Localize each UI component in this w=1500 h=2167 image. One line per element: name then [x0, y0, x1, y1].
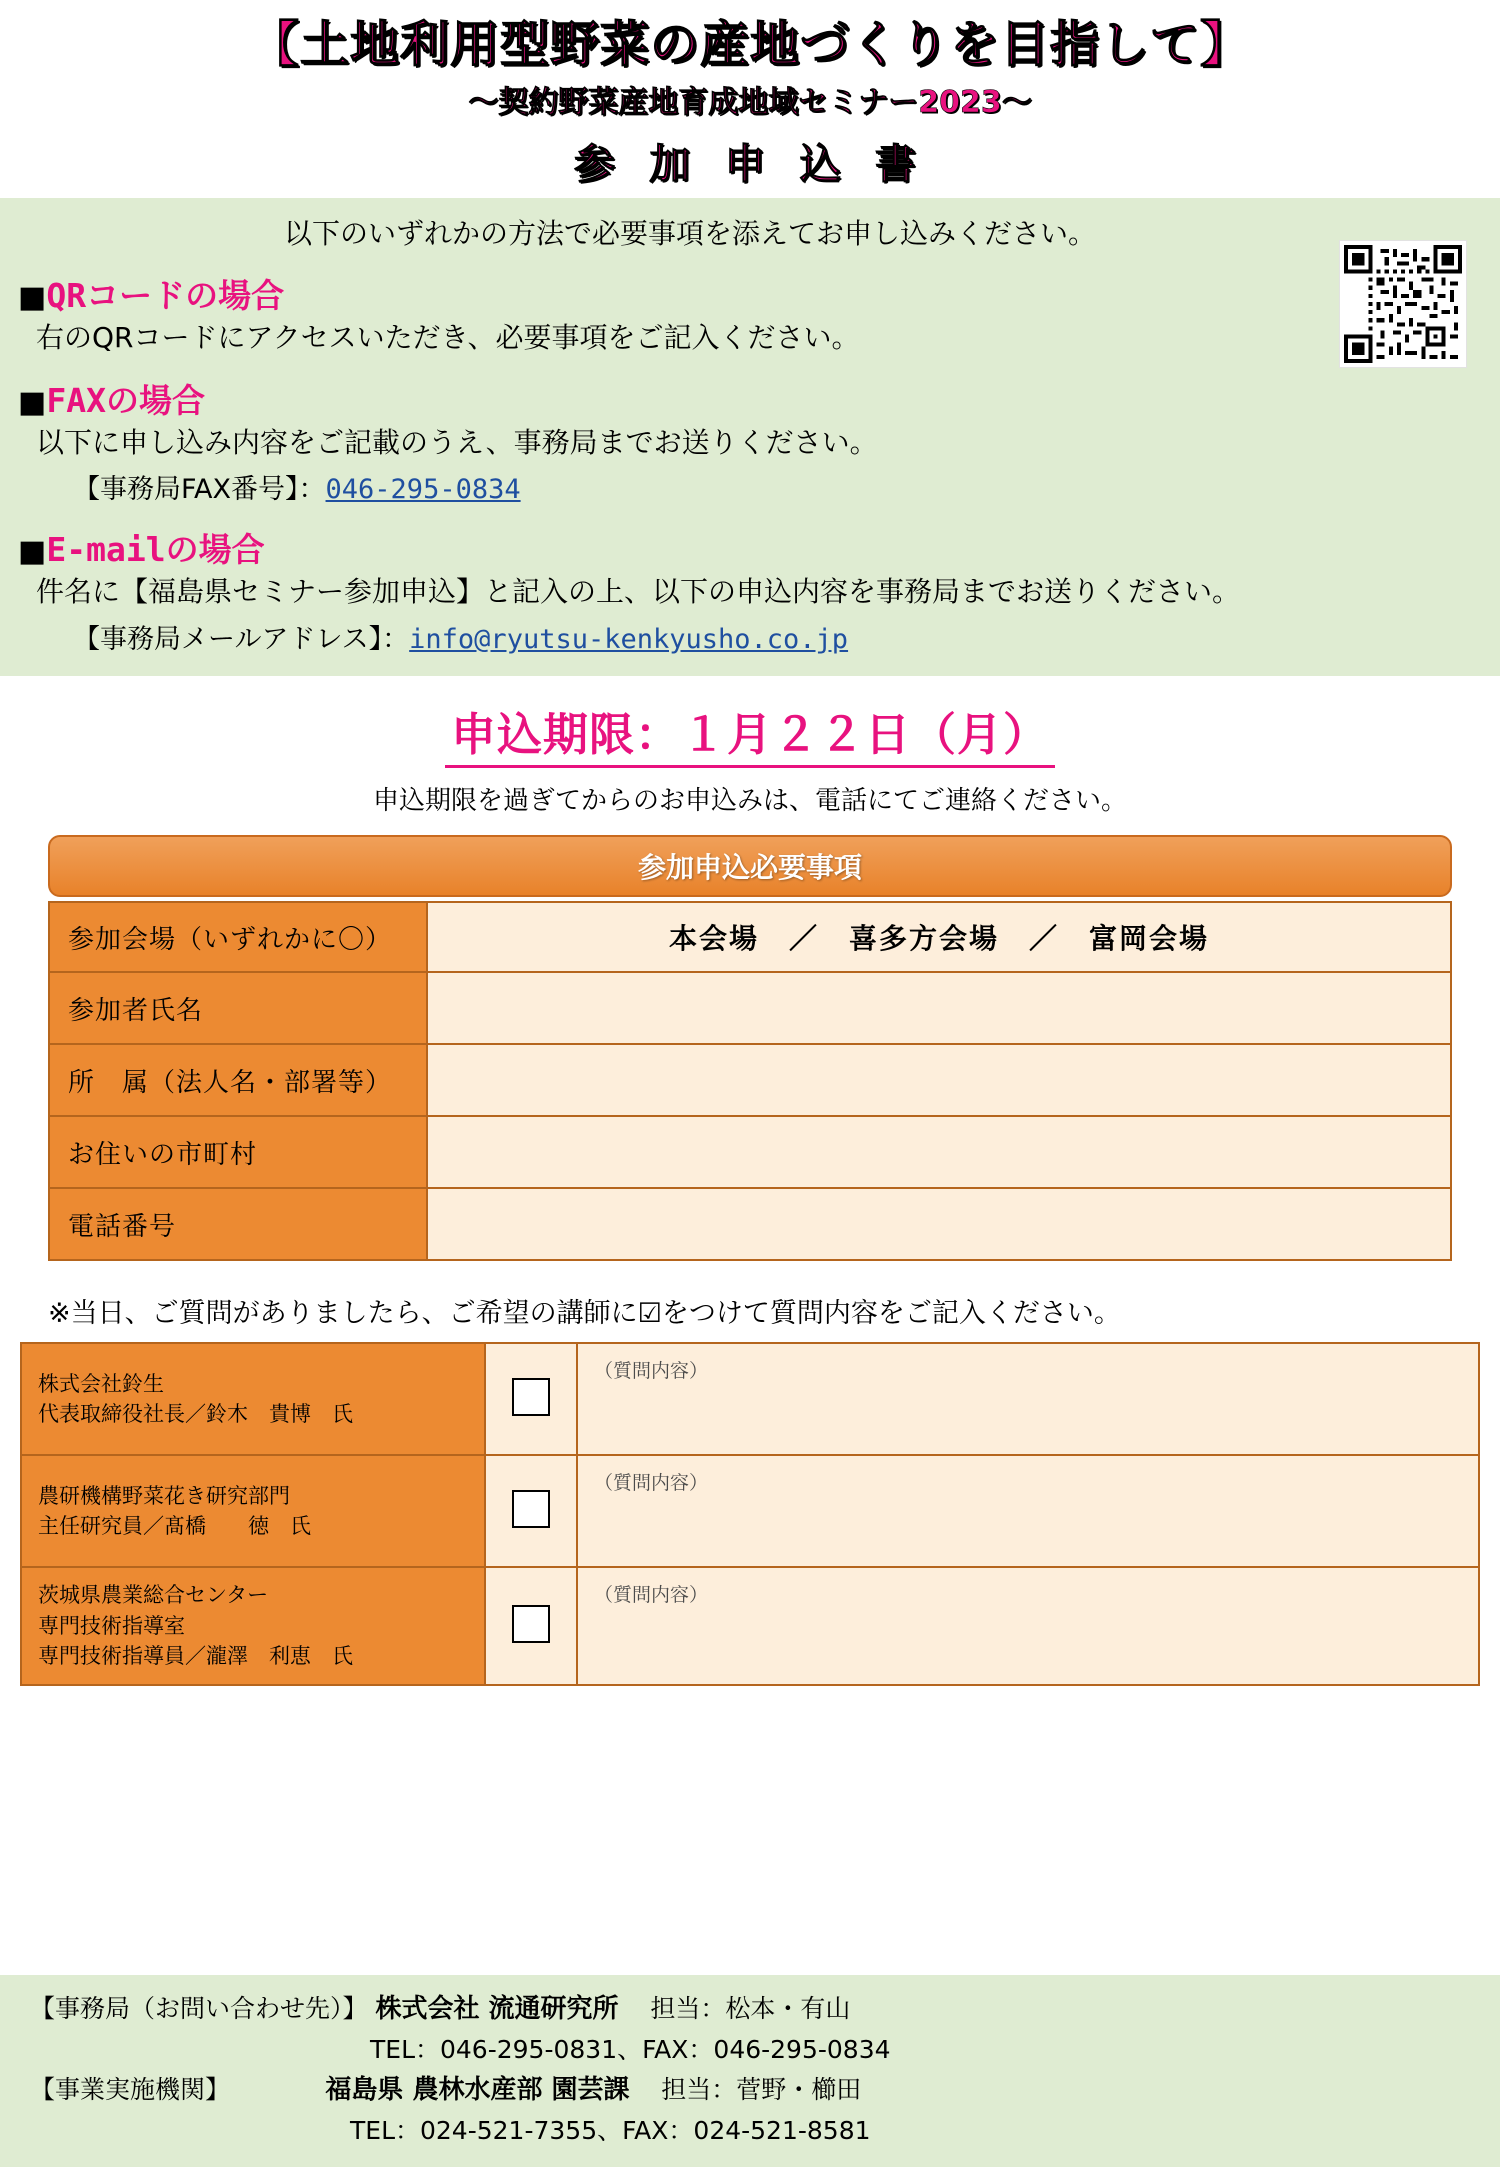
table-row	[49, 972, 1451, 1044]
speaker-3-name	[21, 1567, 485, 1684]
table-row	[49, 1044, 1451, 1116]
method-qr-heading-text: QRコードの場合	[46, 275, 285, 315]
speaker-3-person: 専門技術指導員／瀧澤 利恵 氏	[38, 1644, 353, 1669]
checkbox-icon[interactable]	[512, 1490, 550, 1528]
table-row	[49, 1116, 1451, 1188]
footer-agency-label: 【事業実施機関】	[30, 2074, 231, 2104]
fax-number-label: 【事務局FAX番号】：	[73, 474, 326, 506]
table-row	[21, 1567, 1479, 1684]
footer-office-row	[30, 1989, 1470, 2029]
table-row	[21, 1343, 1479, 1455]
speaker-1-org: 株式会社鈴生	[38, 1371, 164, 1396]
speaker-2-checkbox-cell[interactable]	[485, 1455, 577, 1567]
method-qr	[0, 270, 1500, 357]
speaker-3-dept: 専門技術指導室	[38, 1613, 185, 1638]
footer-agency-contact: TEL：024-521-7355、FAX：024-521-8581	[350, 2116, 871, 2146]
footer-office-label: 【事務局（お問い合わせ先）】	[30, 1993, 368, 2023]
question-table	[20, 1342, 1480, 1685]
method-fax-heading-text: FAXの場合	[46, 380, 205, 420]
document-footer	[0, 1975, 1500, 2167]
question-section	[0, 1342, 1500, 1685]
page-subtitle: ～契約野菜産地育成地域セミナー2023～	[468, 84, 1032, 120]
footer-agency-name: 福島県 農林水産部 園芸課	[325, 2074, 630, 2105]
row-value-municipality[interactable]	[427, 1116, 1451, 1188]
speaker-1-person: 代表取締役社長／鈴木 貴博 氏	[38, 1402, 353, 1427]
table-row	[49, 1188, 1451, 1260]
required-table-header: 参加申込必要事項	[48, 835, 1452, 897]
bullet-square-icon: ■	[18, 384, 47, 420]
row-value-phone[interactable]	[427, 1188, 1451, 1260]
qr-code-icon[interactable]	[1339, 240, 1467, 368]
row-label-municipality: お住いの市町村	[49, 1116, 427, 1188]
deadline-section	[0, 676, 1500, 768]
method-email	[0, 524, 1500, 656]
row-label-name: 参加者氏名	[49, 972, 427, 1044]
application-methods-panel	[0, 198, 1500, 676]
method-fax-heading	[18, 375, 1474, 422]
method-fax-text: 以下に申し込み内容をご記載のうえ、事務局までお送りください。	[36, 425, 878, 459]
row-label-venue: 参加会場（いずれかに〇）	[49, 902, 427, 972]
checkbox-icon[interactable]	[512, 1378, 550, 1416]
footer-office-contact: TEL：046-295-0831、FAX：046-295-0834	[370, 2035, 891, 2065]
method-email-heading-text: E-mailの場合	[46, 530, 265, 570]
speaker-3-org: 茨城県農業総合センター	[38, 1583, 269, 1608]
email-address-value[interactable]: info@ryutsu-kenkyusho.co.jp	[409, 624, 849, 656]
deadline-note: 申込期限を過ぎてからのお申込みは、電話にてご連絡ください。	[372, 786, 1127, 817]
email-address-label: 【事務局メールアドレス】：	[73, 624, 410, 656]
method-email-heading	[18, 524, 1474, 571]
method-qr-text: 右のQRコードにアクセスいただき、必要事項をご記入ください。	[36, 320, 860, 354]
intro-text: 以下のいずれかの方法で必要事項を添えてお申し込みください。	[283, 216, 1096, 250]
speaker-2-name	[21, 1455, 485, 1567]
page-title: 【土地利用型野菜の産地づくりを目指して】	[249, 16, 1250, 73]
email-address-row	[18, 617, 1474, 656]
method-fax	[0, 375, 1500, 507]
method-qr-heading	[18, 270, 1474, 317]
speaker-3-checkbox-cell[interactable]	[485, 1567, 577, 1684]
footer-agency-person: 担当：菅野・櫛田	[661, 2074, 862, 2104]
speaker-1-name	[21, 1343, 485, 1455]
fax-number-value[interactable]: 046-295-0834	[325, 474, 521, 506]
method-email-text: 件名に【福島県セミナー参加申込】と記入の上、以下の申込内容を事務局までお送りください。	[36, 575, 1241, 609]
table-row	[21, 1455, 1479, 1567]
row-value-venue[interactable]: 本会場 ／ 喜多方会場 ／ 富岡会場	[427, 902, 1451, 972]
footer-agency-row	[30, 2070, 1470, 2110]
footer-office-name: 株式会社 流通研究所	[375, 1993, 619, 2024]
speaker-2-person: 主任研究員／髙橋 徳 氏	[38, 1514, 311, 1539]
document-header	[0, 0, 1500, 198]
checkbox-icon[interactable]	[512, 1605, 550, 1643]
deadline-text: 申込期限：１月２２日（月）	[445, 698, 1055, 768]
required-info-table	[48, 901, 1452, 1261]
speaker-1-question-input[interactable]: （質問内容）	[577, 1343, 1479, 1455]
row-value-affiliation[interactable]	[427, 1044, 1451, 1116]
row-value-name[interactable]	[427, 972, 1451, 1044]
row-label-phone: 電話番号	[49, 1188, 427, 1260]
fax-number-row	[18, 467, 1474, 506]
bullet-square-icon: ■	[18, 534, 47, 570]
speaker-1-checkbox-cell[interactable]	[485, 1343, 577, 1455]
speaker-3-question-input[interactable]: （質問内容）	[577, 1567, 1479, 1684]
form-title: 参 加 申 込 書	[573, 139, 927, 188]
bullet-square-icon: ■	[18, 279, 47, 315]
footer-office-person: 担当：松本・有山	[650, 1993, 851, 2023]
speaker-2-question-input[interactable]: （質問内容）	[577, 1455, 1479, 1567]
speaker-2-org: 農研機構野菜花き研究部門	[38, 1483, 290, 1508]
required-info-section	[0, 835, 1500, 1261]
table-row	[49, 902, 1451, 972]
question-note: ※当日、ご質問がありましたら、ご希望の講師に☑をつけて質問内容をご記入ください。	[48, 1298, 1121, 1330]
row-label-affiliation: 所 属（法人名・部署等）	[49, 1044, 427, 1116]
